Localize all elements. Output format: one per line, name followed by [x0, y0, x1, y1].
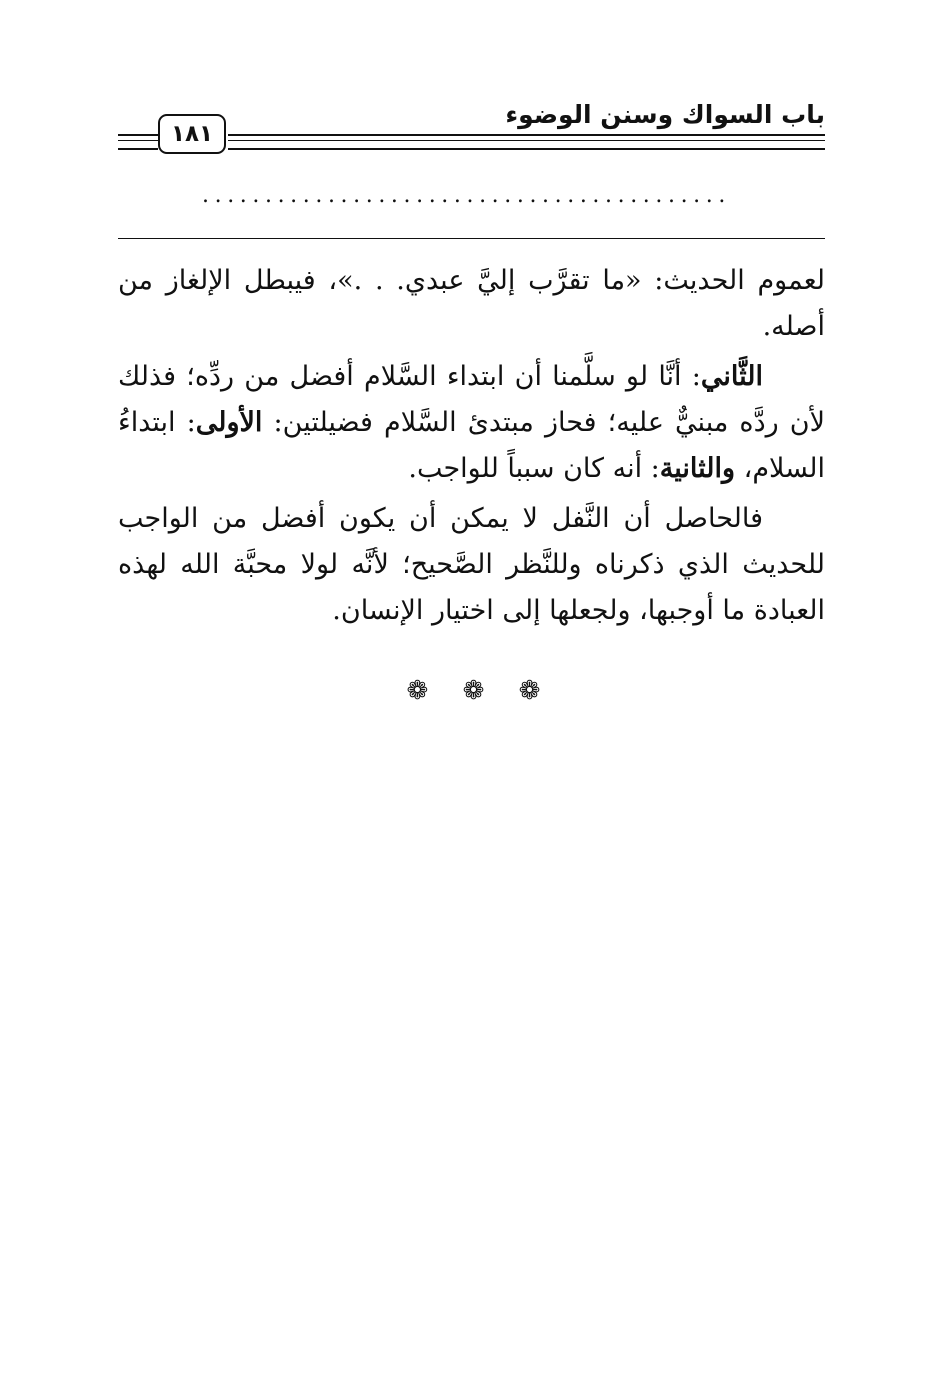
header-rule-middle-left — [118, 140, 158, 141]
header-double-rule-right — [228, 134, 825, 150]
paragraph — [118, 496, 825, 634]
text-run: لعموم الحديث: «ما تقرَّب إليَّ عبدي. . .»، فيبطل الإلغاز من أصله. — [118, 265, 825, 342]
running-head: باب السواك وسنن الوضوء — [505, 100, 825, 129]
text-run: فالحاصل أن النَّفل لا يمكن أن يكون أفضل من الواجب للحديث الذي ذكرناه وللنَّظر الصَّحيح؛ لأنَّه لولا محبَّة الله لهذه العبادة ما أوجبها، ولجعلها إلى اختيار الإنسان. — [118, 503, 825, 626]
text-run: : أنه كان سبباً للواجب. — [408, 453, 660, 484]
bold-term: والثانية — [659, 453, 736, 484]
separator-rule — [118, 238, 825, 239]
paragraph — [118, 258, 825, 350]
section-end-ornaments — [0, 676, 947, 706]
page-number: ١٨١ — [158, 114, 226, 154]
dotted-line: .......................................... — [202, 186, 731, 206]
text-run: : ابتداءُ السلام، — [118, 407, 825, 484]
flower-ornament-icon: ❁ — [518, 676, 541, 706]
paragraph — [118, 354, 825, 492]
text-run: : أنَّا لو سلَّمنا أن ابتداء السَّلام أفضل من ردِّه؛ فذلك لأن ردَّه مبنيٌّ عليه؛ فحاز مبتدئ السَّلام فضيلتين: — [118, 361, 825, 438]
bold-term: الثَّاني — [700, 361, 763, 392]
flower-ornament-icon: ❁ — [462, 676, 485, 706]
bold-term: الأولى — [195, 407, 263, 438]
body-text — [118, 258, 825, 634]
header-double-rule-left — [118, 134, 158, 150]
flower-ornament-icon: ❁ — [406, 676, 429, 706]
header-rule-middle-right — [228, 140, 825, 141]
